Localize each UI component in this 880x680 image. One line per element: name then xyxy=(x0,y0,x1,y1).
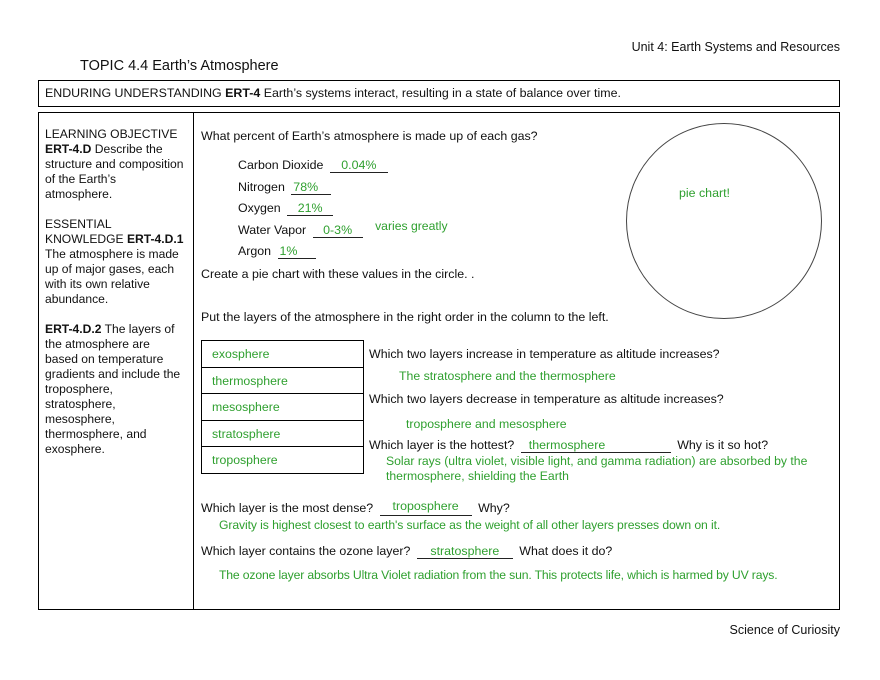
layers-instruction: Put the layers of the atmosphere in the right order in the column to the left. xyxy=(201,310,609,324)
layers-code: ERT-4.D.2 xyxy=(45,322,102,336)
gas-name: Nitrogen xyxy=(238,179,285,194)
layers-knowledge-paragraph xyxy=(45,322,185,457)
gas-name: Water Vapor xyxy=(238,222,307,237)
dense-answer-blank xyxy=(380,501,472,516)
layer-box-mesosphere xyxy=(201,393,364,421)
layer-answer: exosphere xyxy=(212,347,270,361)
hottest-question: Which layer is the hottest? xyxy=(369,438,515,452)
layer-answer: stratosphere xyxy=(212,426,281,441)
hottest-answer: thermosphere xyxy=(528,438,606,452)
gas-answer-blank xyxy=(313,223,363,238)
layer-box-stratosphere xyxy=(201,420,364,448)
knowledge-text: The atmosphere is made up of major gases, each with its own relative abundance. xyxy=(45,247,179,306)
knowledge-code: ERT-4.D.1 xyxy=(126,232,184,246)
pie-chart-note: pie chart! xyxy=(679,186,730,200)
pie-chart-circle xyxy=(626,123,822,319)
dense-question-line xyxy=(201,500,510,516)
gas-answer: 1% xyxy=(279,244,298,258)
hottest-question-line xyxy=(369,437,768,453)
gas-answer-blank xyxy=(287,201,333,216)
essential-knowledge-paragraph xyxy=(45,217,185,307)
eu-text: Earth’s systems interact, resulting in a state of balance over time. xyxy=(260,86,621,100)
ozone-what-question: What does it do? xyxy=(519,544,613,558)
gas-question: What percent of Earth’s atmosphere is made up of each gas? xyxy=(201,129,538,143)
eu-prefix: ENDURING UNDERSTANDING xyxy=(45,86,226,100)
gas-name: Argon xyxy=(238,244,272,258)
hottest-why-question: Why is it so hot? xyxy=(677,438,769,452)
dense-question: Which layer is the most dense? xyxy=(201,501,374,515)
gas-name: Carbon Dioxide xyxy=(238,158,324,172)
gas-answer: 78% xyxy=(293,179,319,194)
unit-header: Unit 4: Earth Systems and Resources xyxy=(631,40,840,54)
objective-text: Describe the structure and composition of the Earth’s atmosphere. xyxy=(45,142,184,201)
footer-brand: Science of Curiosity xyxy=(729,623,840,637)
ozone-question: Which layer contains the ozone layer? xyxy=(201,544,411,558)
ozone-answer: stratosphere xyxy=(430,544,500,558)
gas-answer: 0-3% xyxy=(323,222,353,237)
layer-box-exosphere xyxy=(201,340,364,368)
eu-code: ERT-4 xyxy=(225,86,261,100)
worksheet-content xyxy=(194,113,839,609)
gas-row-water-vapor xyxy=(238,218,448,238)
gas-row-oxygen xyxy=(238,200,448,216)
increase-answer: The stratosphere and the thermosphere xyxy=(399,369,616,383)
increase-question: Which two layers increase in temperature as altitude increases? xyxy=(369,347,720,361)
decrease-question: Which two layers decrease in temperature as altitude increases? xyxy=(369,392,724,406)
layer-answer: troposphere xyxy=(212,453,278,467)
gas-answer-note: varies greatly xyxy=(375,218,448,233)
layer-order-column xyxy=(201,340,364,474)
gas-row-argon xyxy=(238,243,448,259)
hottest-answer-blank xyxy=(521,438,671,453)
gas-row-carbon-dioxide xyxy=(238,157,448,173)
layer-answer: mesosphere xyxy=(212,400,280,414)
decrease-answer: troposphere and mesosphere xyxy=(406,417,567,431)
sidebar-objectives xyxy=(39,113,194,609)
layer-box-thermosphere xyxy=(201,367,364,395)
objective-code: ERT-4.D xyxy=(45,142,92,156)
gas-answer-blank xyxy=(291,180,331,195)
ozone-question-line xyxy=(201,543,612,559)
objective-label: LEARNING OBJECTIVE xyxy=(45,127,178,141)
layer-box-troposphere xyxy=(201,446,364,474)
dense-answer: troposphere xyxy=(392,499,459,513)
gas-list xyxy=(238,157,448,265)
gas-answer: 0.04% xyxy=(341,158,377,172)
pie-chart-instruction: Create a pie chart with these values in the circle. . xyxy=(201,267,475,281)
knowledge-label: ESSENTIAL KNOWLEDGE xyxy=(45,217,127,246)
gas-answer-blank xyxy=(278,244,316,259)
page-title: TOPIC 4.4 Earth’s Atmosphere xyxy=(80,58,279,74)
gas-row-nitrogen xyxy=(238,179,448,195)
dense-explanation: Gravity is highest closest to earth's surface as the weight of all other layers presses down on it. xyxy=(219,518,721,532)
learning-objective-paragraph xyxy=(45,127,185,202)
gas-name: Oxygen xyxy=(238,201,281,215)
ozone-answer-blank xyxy=(417,544,513,559)
ozone-explanation: The ozone layer absorbs Ultra Violet radiation from the sun. This protects life, which is harmed by UV rays. xyxy=(219,568,778,582)
dense-why-question: Why? xyxy=(478,501,510,515)
enduring-understanding-box xyxy=(38,80,840,107)
hottest-explanation: Solar rays (ultra violet, visible light, and gamma radiation) are absorbed by the thermosphere, shielding the Earth xyxy=(386,454,808,483)
gas-answer: 21% xyxy=(297,201,323,215)
gas-answer-blank xyxy=(330,158,388,173)
layers-text: The layers of the atmosphere are based on temperature gradients and include the troposphere, stratosphere, mesosphere, thermosphere, and exosphere. xyxy=(45,322,181,456)
layer-answer: thermosphere xyxy=(212,373,288,388)
worksheet-body xyxy=(38,112,840,610)
